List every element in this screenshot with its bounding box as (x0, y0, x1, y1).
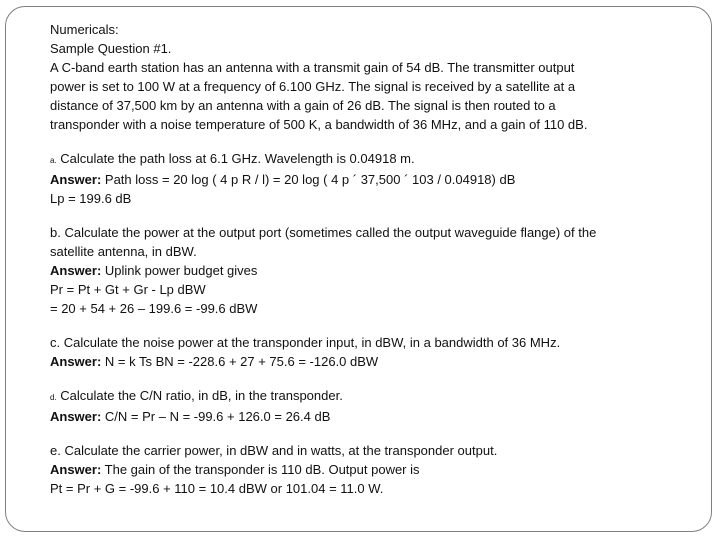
spacer (50, 134, 690, 149)
part-b-question-line-2: satellite antenna, in dBW. (50, 244, 197, 259)
part-b-question-line-1: b. Calculate the power at the output port (sometimes called the output waveguide flange) of the (50, 225, 597, 240)
part-a-result: Lp = 199.6 dB (50, 191, 132, 206)
part-e-answer (50, 460, 690, 479)
part-d-question (50, 386, 690, 407)
intro-line-3: distance of 37,500 km by an antenna with a gain of 26 dB. The signal is then routed to a (50, 98, 556, 113)
intro-line-1: A C-band earth station has an antenna with a transmit gain of 54 dB. The transmitter output (50, 60, 575, 75)
spacer (50, 426, 690, 441)
part-b-answer (50, 261, 690, 280)
part-c-question: c. Calculate the noise power at the transponder input, in dBW, in a bandwidth of 36 MHz. (50, 335, 561, 350)
part-d-question-text: Calculate the C/N ratio, in dB, in the transponder. (56, 388, 343, 403)
spacer (50, 371, 690, 386)
part-b-result: = 20 + 54 + 26 – 199.6 = -99.6 dBW (50, 301, 258, 316)
part-b-answer-text: Uplink power budget gives (101, 263, 258, 278)
spacer (50, 208, 690, 223)
part-a-question (50, 149, 690, 170)
heading: Numericals: (50, 22, 119, 37)
part-a-answer (50, 170, 690, 189)
part-e-answer-text: The gain of the transponder is 110 dB. Output power is (101, 462, 420, 477)
spacer (50, 318, 690, 333)
intro-line-4: transponder with a noise temperature of 500 K, a bandwidth of 36 MHz, and a gain of 110 dB. (50, 117, 588, 132)
sample-title: Sample Question #1. (50, 41, 172, 56)
part-c-answer (50, 352, 690, 371)
part-a-answer-label: Answer: (50, 172, 102, 187)
part-c-answer-label: Answer: (50, 354, 102, 369)
part-d-marker: d. (50, 393, 57, 402)
slide-content (50, 20, 690, 498)
part-e-question: e. Calculate the carrier power, in dBW and in watts, at the transponder output. (50, 443, 498, 458)
part-b-formula: Pr = Pt + Gt + Gr - Lp dBW (50, 282, 206, 297)
part-e-answer-label: Answer: (50, 462, 102, 477)
part-d-answer-text: C/N = Pr – N = -99.6 + 126.0 = 26.4 dB (101, 409, 331, 424)
part-b-answer-label: Answer: (50, 263, 102, 278)
part-a-marker: a. (50, 156, 57, 165)
intro-line-2: power is set to 100 W at a frequency of 6.100 GHz. The signal is received by a satellite at a (50, 79, 576, 94)
part-d-answer-label: Answer: (50, 409, 102, 424)
part-c-answer-text: N = k Ts BN = -228.6 + 27 + 75.6 = -126.0 dBW (101, 354, 379, 369)
part-d-answer (50, 407, 690, 426)
part-e-result: Pt = Pr + G = -99.6 + 110 = 10.4 dBW or 101.04 = 11.0 W. (50, 481, 384, 496)
part-a-answer-text: Path loss = 20 log ( 4 p R / l) = 20 log ( 4 p ´ 37,500 ´ 103 / 0.04918) dB (101, 172, 516, 187)
part-a-question-text: Calculate the path loss at 6.1 GHz. Wavelength is 0.04918 m. (56, 151, 415, 166)
